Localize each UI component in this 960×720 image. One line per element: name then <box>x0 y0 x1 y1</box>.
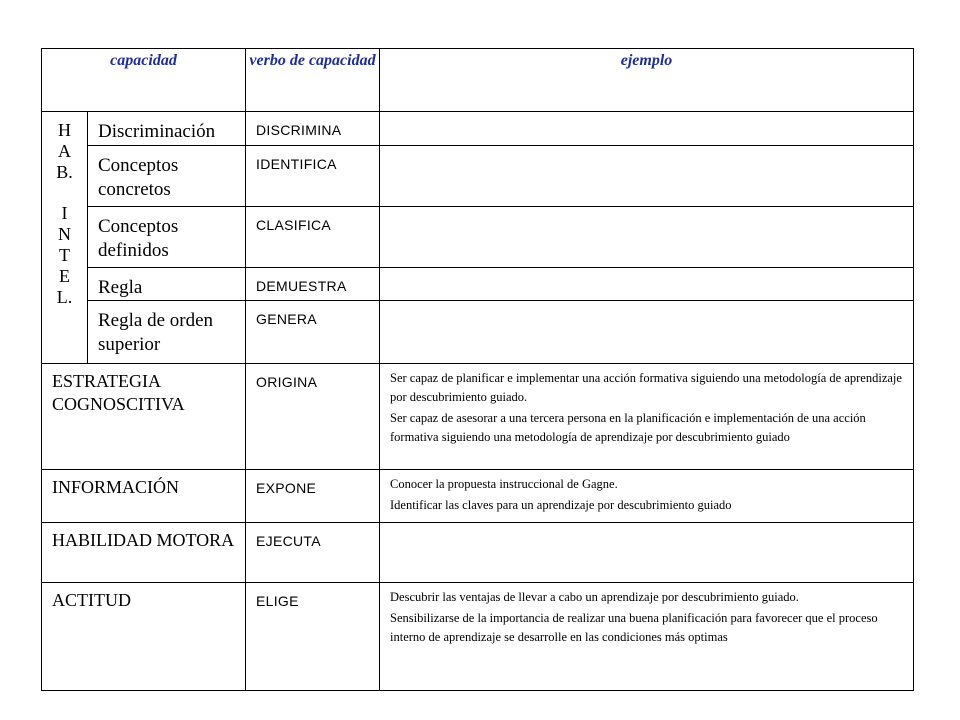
vertical-letter: E <box>59 266 70 286</box>
capacity-name: ACTITUD <box>42 583 246 691</box>
table-row <box>42 207 914 268</box>
capacity-example <box>380 470 914 523</box>
example-text: Ser capaz de planificar e implementar una acción formativa siguiendo una metodología de aprendizaje por descubrimiento guiado. <box>390 371 902 404</box>
capacity-verb: ORIGINA <box>246 364 380 470</box>
header-ejemplo: ejemplo <box>380 49 914 112</box>
capacity-verb: CLASIFICA <box>246 207 380 268</box>
capacity-name: Conceptos concretos <box>88 146 246 207</box>
capacity-verb: GENERA <box>246 301 380 364</box>
header-row <box>42 49 914 112</box>
vertical-letter: A <box>58 141 71 161</box>
hab-intel-vertical-label <box>42 112 88 364</box>
capacity-name: Conceptos definidos <box>88 207 246 268</box>
capacity-name: INFORMACIÓN <box>42 470 246 523</box>
capacity-verb: EXPONE <box>246 470 380 523</box>
table-row <box>42 470 914 523</box>
vertical-letter: H <box>58 120 71 140</box>
capacity-example <box>380 207 914 268</box>
table-row <box>42 364 914 470</box>
vertical-letter: T <box>59 245 70 265</box>
capacity-example <box>380 583 914 691</box>
capacity-example <box>380 112 914 146</box>
example-text: Identificar las claves para un aprendizaje por descubrimiento guiado <box>390 498 732 512</box>
capacity-example <box>380 146 914 207</box>
capacity-name: Regla <box>88 268 246 301</box>
vertical-letter: I <box>61 203 68 223</box>
capacity-example <box>380 301 914 364</box>
capacity-verb: DEMUESTRA <box>246 268 380 301</box>
table-row <box>42 583 914 691</box>
capacity-verb: IDENTIFICA <box>246 146 380 207</box>
example-text: Descubrir las ventajas de llevar a cabo un aprendizaje por descubrimiento guiado. <box>390 590 799 604</box>
capacity-name: HABILIDAD MOTORA <box>42 523 246 583</box>
vertical-letter: L. <box>56 287 73 307</box>
example-text: Ser capaz de asesorar a una tercera persona en la planificación e implementación de una acción formativa siguiendo una metodología de aprendizaje por descubrimiento guiado <box>390 411 866 444</box>
capacity-table <box>41 48 914 691</box>
capacity-verb: EJECUTA <box>246 523 380 583</box>
vertical-letter: B. <box>56 162 73 182</box>
table-row <box>42 301 914 364</box>
capacity-verb: DISCRIMINA <box>246 112 380 146</box>
capacity-name: Discriminación <box>88 112 246 146</box>
capacity-name: Regla de orden superior <box>88 301 246 364</box>
table-row <box>42 146 914 207</box>
capacity-name: ESTRATEGIA COGNOSCITIVA <box>42 364 246 470</box>
capacity-verb: ELIGE <box>246 583 380 691</box>
capacity-example <box>380 364 914 470</box>
table-row <box>42 268 914 301</box>
header-capacidad: capacidad <box>42 49 246 112</box>
table-row <box>42 523 914 583</box>
vertical-letter: N <box>58 224 71 244</box>
capacity-example <box>380 268 914 301</box>
header-verbo: verbo de capacidad <box>246 49 380 112</box>
example-text: Conocer la propuesta instruccional de Gagne. <box>390 477 618 491</box>
capacity-example <box>380 523 914 583</box>
example-text: Sensibilizarse de la importancia de realizar una buena planificación para favorecer que el proceso interno de aprendizaje se desarrolle en las condiciones más optimas <box>390 611 878 644</box>
table-row <box>42 112 914 146</box>
